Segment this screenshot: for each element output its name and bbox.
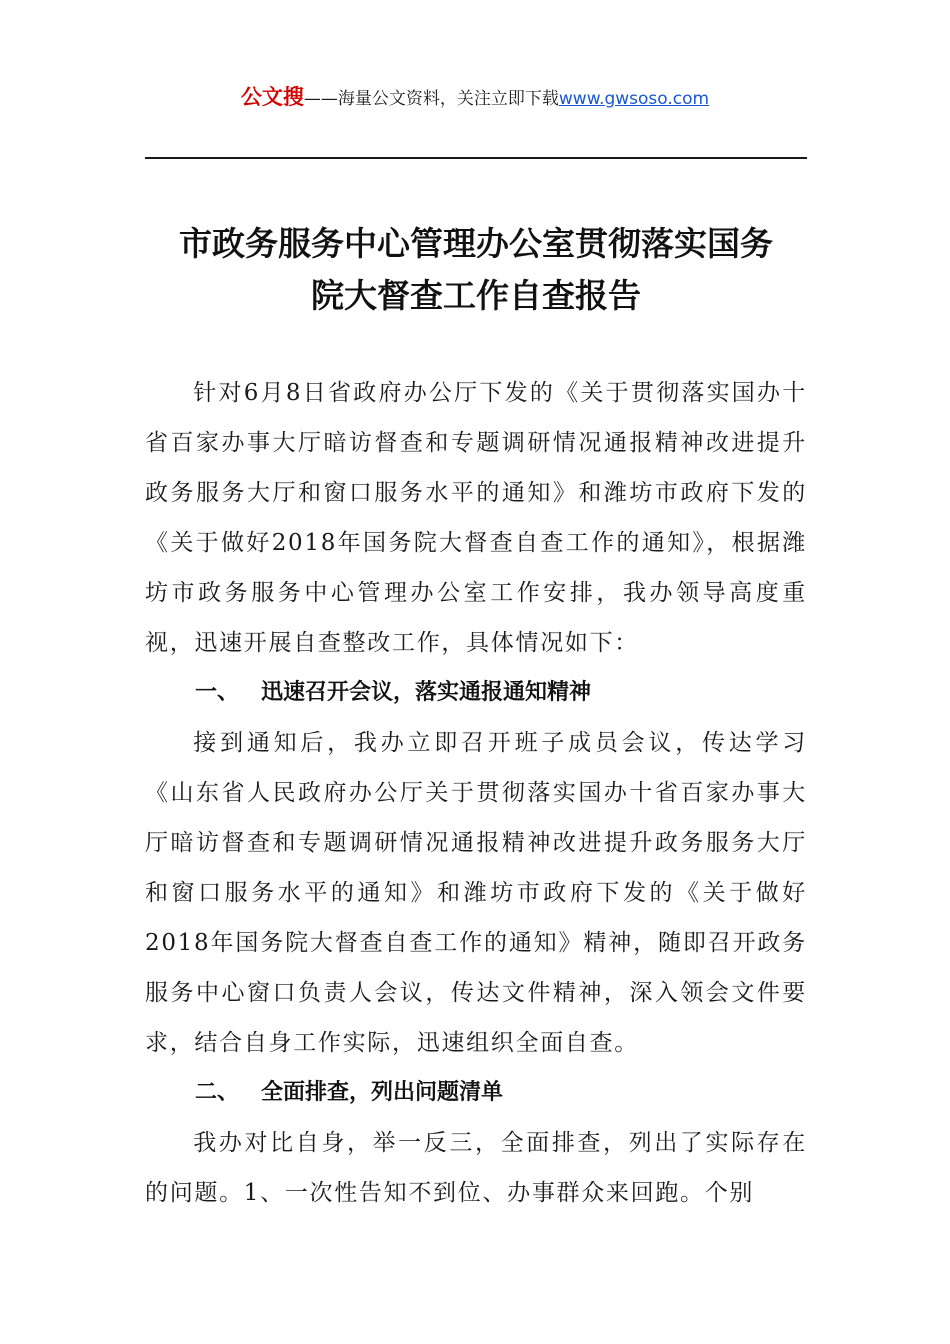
section-2-paragraph: 我办对比自身，举一反三，全面排查，列出了实际存在的问题。1、一次性告知不到位、办事群众来回跑。个别 [145, 1130, 807, 1206]
brand-logo-text: 公文搜 [240, 85, 304, 109]
section-number-2: 二、 [195, 1080, 240, 1105]
intro-paragraph: 针对6月8日省政府办公厅下发的《关于贯彻落实国办十省百家办事大厅暗访督查和专题调研情况通报精神改进提升政务服务大厅和窗口服务水平的通知》和潍坊市政府下发的《关于做好2018年国务院大督查自查工作的通知》，根据潍坊市政务服务中心管理办公室工作安排，我办领导高度重视，迅速开展自查整改工作，具体情况如下： [145, 380, 807, 656]
title-line-2: 院大督查工作自查报告 [311, 276, 641, 315]
section-heading-1-text: 迅速召开会议，落实通报通知精神 [261, 680, 592, 705]
header-divider [145, 157, 807, 159]
document-body [145, 368, 807, 1218]
title-line-1: 市政务服务中心管理办公室贯彻落实国务 [179, 224, 773, 263]
section-heading-2-text: 全面排查，列出问题清单 [261, 1080, 504, 1105]
document-title [145, 218, 807, 322]
website-link[interactable]: www.gwsoso.com [558, 89, 710, 109]
watermark-header [0, 80, 950, 116]
section-heading-1 [145, 668, 807, 718]
section-number-1: 一、 [195, 680, 240, 705]
section-heading-2 [145, 1068, 807, 1118]
section-1-paragraph: 接到通知后，我办立即召开班子成员会议，传达学习《山东省人民政府办公厅关于贯彻落实国办十省百家办事大厅暗访督查和专题调研情况通报精神改进提升政务服务大厅和窗口服务水平的通知》和潍坊市政府下发的《关于做好2018年国务院大督查自查工作的通知》精神，随即召开政务服务中心窗口负责人会议，传达文件精神，深入领会文件要求，结合自身工作实际，迅速组织全面自查。 [145, 730, 807, 1056]
header-tagline: ——海量公文资料，关注立即下载 [303, 89, 559, 109]
